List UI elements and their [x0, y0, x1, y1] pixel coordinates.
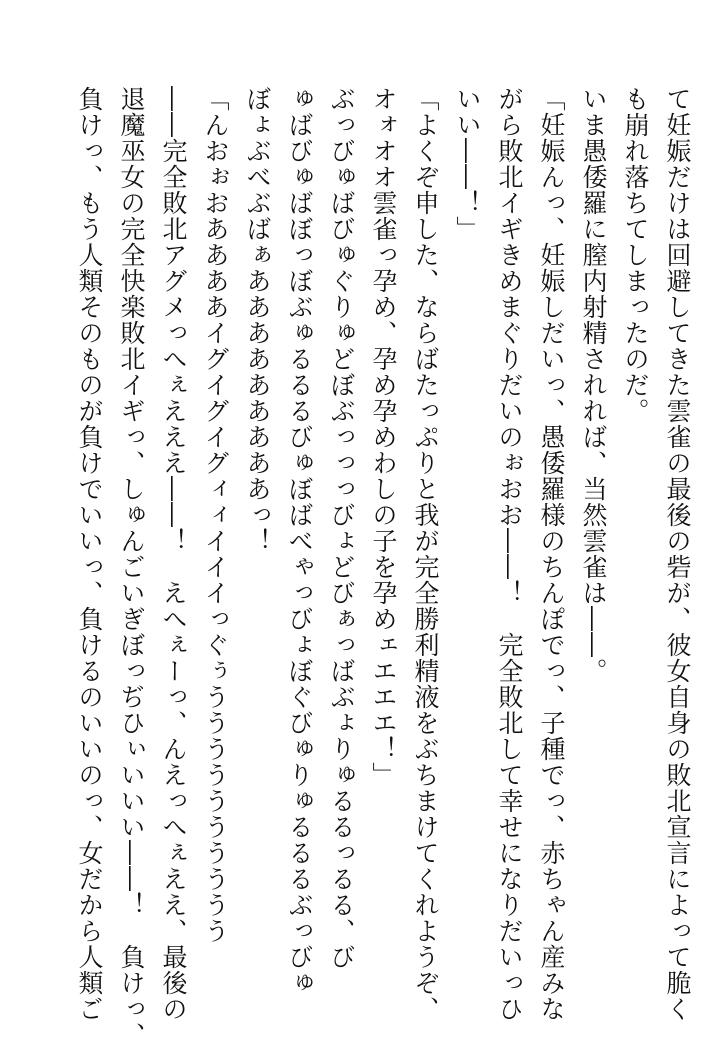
text-line: 負けっ、もう人類そのものが負けでいいっ、負けるのいいのっ、女だから人類ご: [75, 86, 104, 1022]
text-line: 「んおぉおああああイグイグイグィィイイイっぐぅうううううううううう: [201, 86, 230, 944]
text-line: ――完全敗北アグメっへぇえええ――！ えへぇーっ、んえっへぇええ、最後の: [159, 86, 188, 1022]
text-line: も崩れ落ちてしまったのだ。: [621, 86, 650, 424]
text-line: ぶっびゅばびゅぐりゅどぼぶっっっびょどびぁっばぶょりゅるるっるる、び: [327, 86, 356, 970]
text-line: 退魔巫女の完全快楽敗北イギっ、しゅんごいぎぼっぢひぃいいい――！ 負けっ、: [117, 86, 146, 1048]
text-line: 「妊娠んっ、妊娠しだいっ、愚倭羅様のちんぽでっ、子種でっ、赤ちゃん産みな: [537, 86, 566, 1022]
text-line: オォオオ雲雀っ孕め、孕め孕めわしの子を孕めェエエエ！」: [369, 86, 398, 788]
vertical-text-body: [68, 86, 698, 1048]
text-line: ぼょぶべぶばぁあああああああああっ！: [243, 86, 272, 554]
text-line: て妊娠だけは回避してきた雲雀の最後の砦が、彼女自身の敗北宣言によって脆く: [663, 86, 692, 1022]
text-line: いい――！」: [453, 86, 482, 242]
text-line: いま愚倭羅に膣内射精されれば、当然雲雀は――。: [579, 86, 608, 684]
text-line: がら敗北イギきめまぐりだいのぉおお――！ 完全敗北して幸せになりだいっひ: [495, 86, 524, 1022]
text-line: 「よくぞ申した、ならばたっぷりと我が完全勝利精液をぶちまけてくれようぞ、: [411, 86, 440, 1022]
text-line: ゅばびゅばぼっぼぶゅるるるびゅぼばべゃっびょぼぐびゅりゅるるるぶっびゅ: [285, 86, 314, 996]
